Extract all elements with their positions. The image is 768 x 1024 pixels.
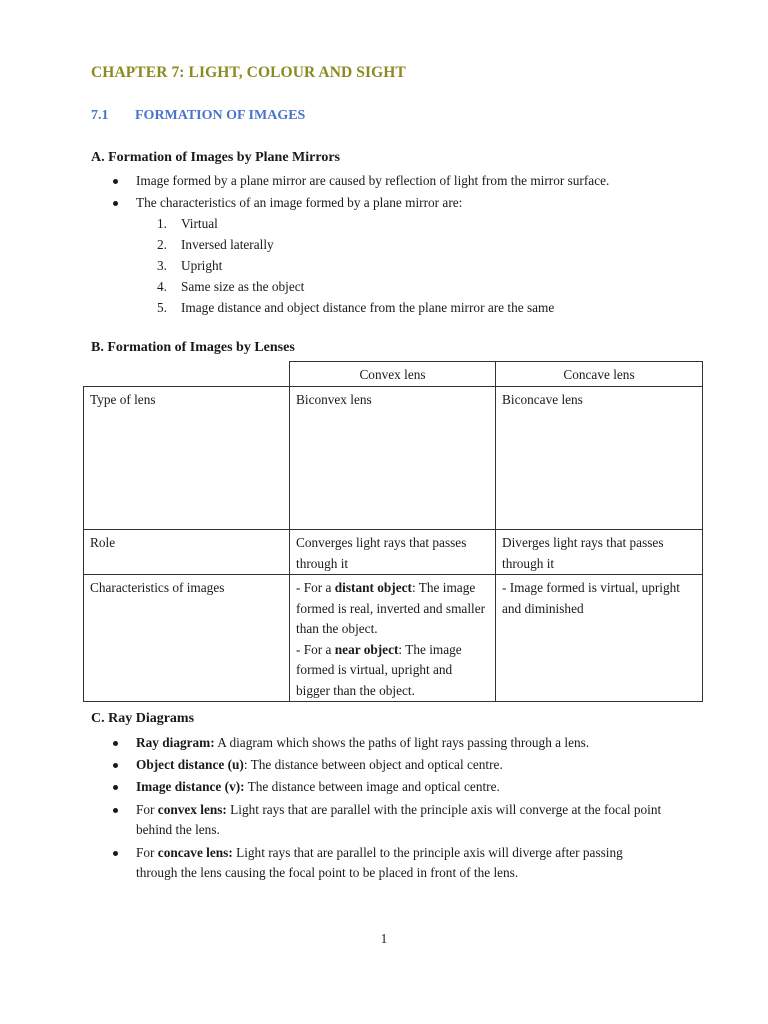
item-number: 4.: [157, 279, 167, 294]
table-row: [84, 387, 703, 530]
item-text: Image distance and object distance from the plane mirror are the same: [181, 300, 555, 315]
item-text: Upright: [181, 258, 223, 273]
item-number: 1.: [157, 216, 167, 231]
bullet-icon: [113, 763, 118, 768]
table-cell: Converges light rays that passes through it: [290, 530, 496, 575]
item-number: 2.: [157, 237, 167, 252]
table-row: [84, 530, 703, 575]
item-text: Virtual: [181, 216, 218, 231]
row-label: Characteristics of images: [84, 575, 290, 702]
item-text: Inversed laterally: [181, 237, 274, 252]
bullet-text: The characteristics of an image formed by a plane mirror are:: [136, 195, 463, 210]
bullet-icon: [113, 851, 118, 856]
chapter-title: CHAPTER 7: LIGHT, COLOUR AND SIGHT: [91, 64, 406, 81]
table-cell: Biconcave lens: [496, 387, 703, 530]
section-number: 7.1: [91, 108, 109, 123]
part-c-heading: C. Ray Diagrams: [91, 711, 195, 726]
section-title: FORMATION OF IMAGES: [135, 108, 306, 123]
bullet-icon: [113, 808, 118, 813]
bullet-icon: [113, 741, 118, 746]
item-number: 5.: [157, 300, 167, 315]
bullet-icon: [113, 785, 118, 790]
table-cell: Biconvex lens: [290, 387, 496, 530]
lens-comparison-table: [83, 361, 703, 702]
bullet-icon: [113, 201, 118, 206]
table-row: [84, 575, 703, 702]
table-header-row: [84, 362, 703, 387]
part-a-heading: A. Formation of Images by Plane Mirrors: [91, 150, 340, 165]
convex-distant-object: - For a distant object: The image formed is real, inverted and smaller than the object.: [296, 580, 486, 636]
bullet-icon: [113, 179, 118, 184]
bullet-text: Image formed by a plane mirror are caused by reflection of light from the mirror surface.: [136, 173, 610, 188]
row-label: Role: [84, 530, 290, 575]
section-heading: [91, 108, 305, 124]
row-label: Type of lens: [84, 387, 290, 530]
column-header-concave: Concave lens: [496, 362, 703, 387]
item-text: Same size as the object: [181, 279, 305, 294]
convex-near-object: - For a near object: The image formed is virtual, upright and bigger than the object.: [296, 641, 462, 698]
part-b-heading: B. Formation of Images by Lenses: [91, 340, 295, 355]
page-number: 1: [380, 931, 388, 946]
item-number: 3.: [157, 258, 167, 273]
table-corner-cell: [84, 362, 290, 387]
table-cell: [290, 575, 496, 702]
table-cell: - Image formed is virtual, upright and diminished: [496, 575, 703, 702]
table-cell: Diverges light rays that passes through it: [496, 530, 703, 575]
column-header-convex: Convex lens: [290, 362, 496, 387]
